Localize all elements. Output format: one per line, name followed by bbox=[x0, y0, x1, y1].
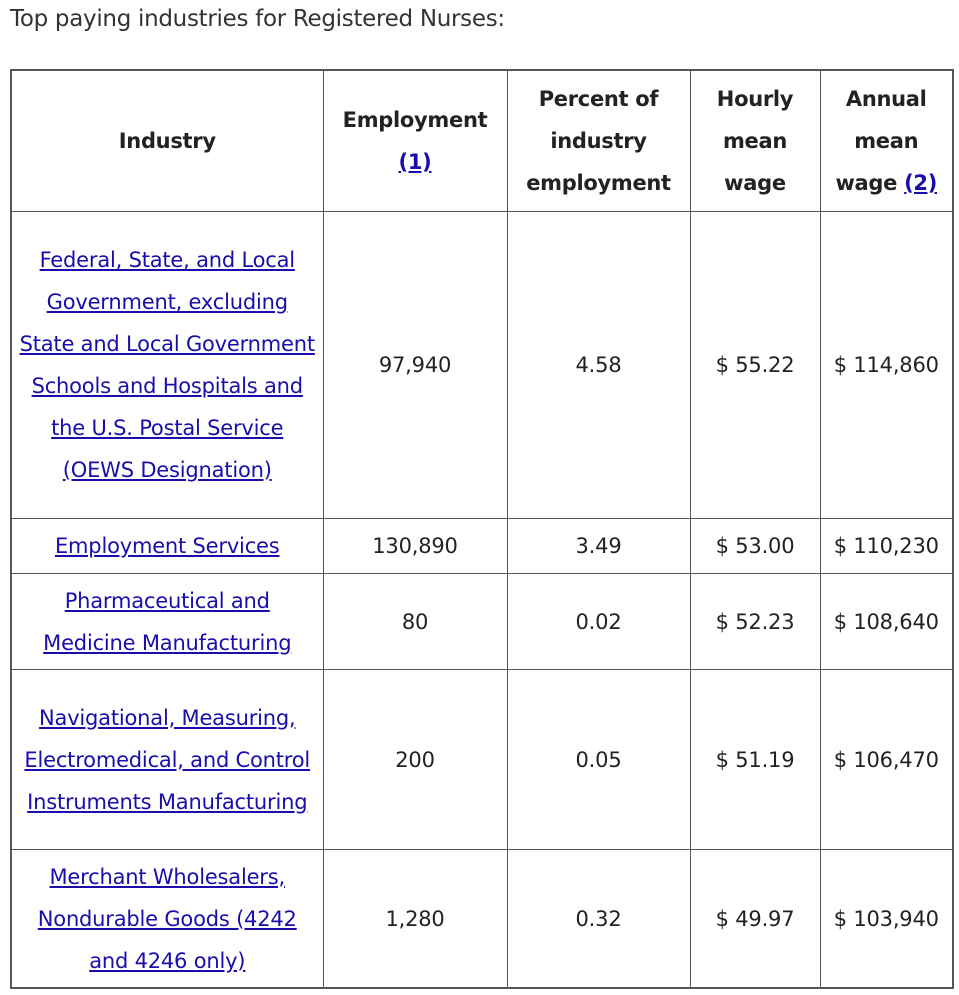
percent-cell: 3.49 bbox=[507, 519, 690, 574]
industry-link[interactable]: Merchant Wholesalers, Nondurable Goods (4242 and 4246 only) bbox=[37, 864, 297, 973]
table-row bbox=[11, 850, 953, 989]
industry-link[interactable]: Employment Services bbox=[54, 534, 280, 558]
employment-cell: 200 bbox=[323, 670, 507, 850]
header-percent-label: Percent of industry employment bbox=[526, 87, 671, 195]
table-row bbox=[11, 574, 953, 670]
header-annual bbox=[820, 70, 953, 212]
industry-cell bbox=[11, 850, 323, 989]
top-paying-industries-table bbox=[10, 69, 954, 989]
table-row bbox=[11, 519, 953, 574]
percent-cell: 0.02 bbox=[507, 574, 690, 670]
annual-wage-cell: $ 114,860 bbox=[820, 212, 953, 519]
industry-cell bbox=[11, 670, 323, 850]
annual-wage-cell: $ 110,230 bbox=[820, 519, 953, 574]
header-employment-label: Employment bbox=[342, 108, 488, 132]
hourly-wage-cell: $ 53.00 bbox=[690, 519, 820, 574]
footnote-1-link[interactable]: (1) bbox=[398, 150, 432, 174]
percent-cell: 0.32 bbox=[507, 850, 690, 989]
table-row bbox=[11, 212, 953, 519]
header-hourly-label: Hourly mean wage bbox=[716, 87, 794, 195]
employment-cell: 1,280 bbox=[323, 850, 507, 989]
header-hourly bbox=[690, 70, 820, 212]
hourly-wage-cell: $ 55.22 bbox=[690, 212, 820, 519]
table-caption: Top paying industries for Registered Nurses: bbox=[10, 6, 505, 32]
industry-cell bbox=[11, 519, 323, 574]
industry-link[interactable]: Navigational, Measuring, Electromedical, and Control Instruments Manufacturing bbox=[24, 705, 311, 814]
hourly-wage-cell: $ 52.23 bbox=[690, 574, 820, 670]
industry-link[interactable]: Federal, State, and Local Government, excluding State and Local Government Schools and Hospitals and the U.S. Postal Service (OEWS Designation) bbox=[19, 248, 315, 482]
employment-cell: 97,940 bbox=[323, 212, 507, 519]
industry-cell bbox=[11, 574, 323, 670]
annual-wage-cell: $ 103,940 bbox=[820, 850, 953, 989]
header-annual-label: Annual mean wage bbox=[835, 87, 927, 195]
header-industry-label: Industry bbox=[118, 129, 216, 153]
annual-wage-cell: $ 106,470 bbox=[820, 670, 953, 850]
header-percent bbox=[507, 70, 690, 212]
employment-cell: 80 bbox=[323, 574, 507, 670]
table-row bbox=[11, 670, 953, 850]
industry-link[interactable]: Pharmaceutical and Medicine Manufacturing bbox=[43, 588, 292, 655]
hourly-wage-cell: $ 49.97 bbox=[690, 850, 820, 989]
employment-cell: 130,890 bbox=[323, 519, 507, 574]
industry-cell bbox=[11, 212, 323, 519]
header-employment bbox=[323, 70, 507, 212]
header-row bbox=[11, 70, 953, 212]
hourly-wage-cell: $ 51.19 bbox=[690, 670, 820, 850]
percent-cell: 0.05 bbox=[507, 670, 690, 850]
percent-cell: 4.58 bbox=[507, 212, 690, 519]
header-industry bbox=[11, 70, 323, 212]
footnote-2-link[interactable]: (2) bbox=[904, 171, 938, 195]
annual-wage-cell: $ 108,640 bbox=[820, 574, 953, 670]
